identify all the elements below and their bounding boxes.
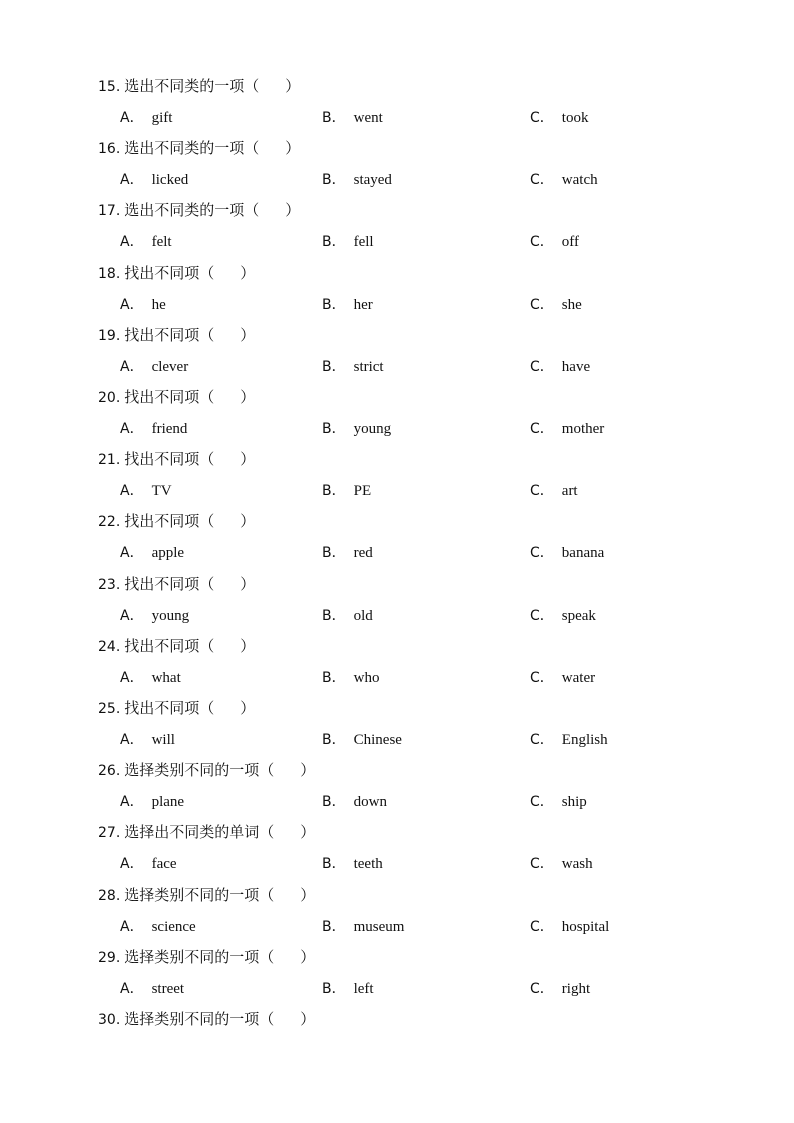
option-word: science [151,918,196,935]
option-letter: C． [530,296,554,313]
option-letter: B． [322,732,346,748]
closing-paren: ） [300,947,316,966]
option-c[interactable] [530,543,604,563]
option-c[interactable] [530,979,590,999]
option-letter: A． [120,856,144,873]
option-word: clever [151,358,189,375]
option-letter: C． [530,669,554,686]
option-c[interactable] [530,854,593,874]
option-letter: A． [120,421,144,437]
question-number: 21. [98,452,121,469]
option-word: he [151,296,166,313]
question-stem [98,449,255,469]
option-letter: B． [322,234,346,251]
question-number: 18. [98,265,121,282]
closing-paren: ） [300,885,316,904]
closing-paren: ） [285,77,301,95]
option-letter: B． [322,421,346,437]
option-letter: A． [120,794,144,811]
option-b[interactable] [322,854,383,874]
question-stem [98,574,255,594]
question-text: 找出不同项（ [124,388,215,406]
option-letter: B． [322,296,346,313]
options-row [120,481,760,501]
closing-paren: ） [300,761,316,780]
option-a[interactable] [120,792,184,812]
option-word: teeth [353,856,383,873]
option-a[interactable] [120,606,189,626]
option-a[interactable] [120,854,177,874]
option-letter: A． [120,669,144,686]
options-row [120,854,760,874]
options-row [120,730,760,750]
question-text: 选择类别不同的一项（ [124,761,275,780]
closing-paren: ） [285,139,301,158]
option-word: watch [561,172,598,189]
option-b[interactable] [322,232,374,252]
question-number: 20. [98,390,121,406]
option-word: off [561,234,580,251]
question-number: 22. [98,514,121,531]
option-letter: B． [322,110,346,126]
options-row [120,792,760,812]
options-row [120,917,760,937]
option-letter: A． [120,234,144,251]
question-text: 找出不同项（ [124,263,215,282]
option-a[interactable] [120,295,166,315]
question-number: 15. [98,79,121,95]
option-c[interactable] [530,730,608,750]
option-word: plane [151,794,185,811]
option-a[interactable] [120,481,172,501]
question-text: 找出不同项（ [124,325,215,344]
option-word: took [561,110,589,126]
option-word: her [353,296,373,313]
option-a[interactable] [120,917,196,937]
option-c[interactable] [530,232,579,252]
option-c[interactable] [530,357,590,377]
option-word: speak [561,607,596,624]
option-letter: C． [530,234,554,251]
option-a[interactable] [120,108,172,128]
option-word: Chinese [353,732,402,748]
question-stem [98,885,315,905]
question-number: 30. [98,1012,121,1028]
option-letter: A． [120,918,144,935]
option-letter: C． [530,421,554,437]
option-a[interactable] [120,232,172,252]
question-number: 16. [98,141,121,158]
question-stem [98,263,255,283]
option-word: wash [561,856,593,873]
option-word: banana [561,545,605,562]
option-letter: C． [530,918,554,935]
option-c[interactable] [530,606,596,626]
question-text: 找出不同项（ [124,574,215,593]
option-c[interactable] [530,170,598,190]
option-b[interactable] [322,481,371,501]
question-text: 找出不同项（ [124,699,215,717]
option-word: friend [151,421,188,437]
option-b[interactable] [322,419,391,439]
question-text: 选出不同类的一项（ [124,139,260,158]
question-number: 19. [98,327,121,344]
question-number: 24. [98,638,121,655]
option-b[interactable] [322,357,384,377]
option-word: left [353,980,374,997]
option-letter: C． [530,794,554,811]
option-c[interactable] [530,668,595,688]
option-word: gift [151,110,173,126]
option-a[interactable] [120,170,188,190]
option-word: red [353,545,373,562]
option-letter: C． [530,607,554,624]
option-word: have [561,358,591,375]
option-word: right [561,980,591,997]
option-letter: C． [530,358,554,375]
closing-paren: ） [300,823,316,842]
option-a[interactable] [120,543,184,563]
option-word: hospital [561,918,610,935]
option-letter: B． [322,358,346,375]
option-a[interactable] [120,419,187,439]
option-letter: B． [322,980,346,997]
question-stem [98,138,300,158]
option-letter: C． [530,732,554,748]
option-b[interactable] [322,792,387,812]
option-letter: B． [322,794,346,811]
option-word: street [151,980,185,997]
question-number: 29. [98,949,121,966]
option-letter: B． [322,483,346,500]
option-letter: A． [120,980,144,997]
option-word: young [151,607,190,624]
option-letter: B． [322,856,346,873]
question-number: 28. [98,887,121,904]
option-word: went [353,110,383,126]
option-letter: A． [120,607,144,624]
question-text: 选出不同类的一项（ [124,77,260,95]
option-word: who [353,669,380,686]
option-b[interactable] [322,917,404,937]
option-word: stayed [353,172,392,189]
question-text: 选择类别不同的一项（ [124,1010,275,1028]
option-letter: C． [530,110,554,126]
option-word: felt [151,234,172,251]
option-b[interactable] [322,979,374,999]
question-stem [98,947,315,967]
option-letter: B． [322,607,346,624]
option-word: what [151,669,181,686]
question-stem [98,325,255,345]
option-letter: A． [120,110,144,126]
option-c[interactable] [530,295,582,315]
question-text: 找出不同项（ [124,512,215,531]
option-letter: C． [530,483,554,500]
option-word: fell [353,234,374,251]
option-a[interactable] [120,730,175,750]
option-letter: A． [120,483,144,500]
options-row [120,232,760,252]
option-word: ship [561,794,587,811]
closing-paren: ） [240,325,256,344]
option-word: English [561,732,608,748]
question-stem [98,1009,315,1029]
options-row [120,419,760,439]
option-word: she [561,296,582,313]
option-word: TV [151,483,172,500]
question-stem [98,511,255,531]
option-word: old [353,607,373,624]
options-row [120,606,760,626]
question-number: 17. [98,203,121,220]
option-b[interactable] [322,606,373,626]
closing-paren: ） [240,574,256,593]
option-word: will [151,732,175,748]
option-word: licked [151,172,189,189]
option-letter: C． [530,545,554,562]
question-number: 25. [98,701,121,717]
option-a[interactable] [120,979,184,999]
option-c[interactable] [530,917,609,937]
option-word: water [561,669,596,686]
options-row [120,170,760,190]
option-b[interactable] [322,170,392,190]
question-number: 23. [98,576,121,593]
question-text: 选择出不同类的单词（ [124,823,275,842]
question-stem [98,76,300,96]
option-word: art [561,483,578,500]
option-letter: C． [530,172,554,189]
question-text: 找出不同项（ [124,636,215,655]
closing-paren: ） [300,1010,316,1028]
option-c[interactable] [530,792,587,812]
option-letter: A． [120,358,144,375]
options-row [120,668,760,688]
option-word: strict [353,358,384,375]
question-stem [98,760,315,780]
option-b[interactable] [322,668,379,688]
option-b[interactable] [322,730,402,750]
option-letter: A． [120,296,144,313]
option-word: PE [353,483,372,500]
option-a[interactable] [120,357,188,377]
option-letter: C． [530,980,554,997]
question-text: 选择类别不同的一项（ [124,947,275,966]
option-word: mother [561,421,605,437]
question-number: 26. [98,763,121,780]
question-stem [98,387,255,407]
question-text: 找出不同项（ [124,450,215,469]
option-b[interactable] [322,108,383,128]
option-c[interactable] [530,481,578,501]
options-row [120,108,760,128]
question-stem [98,200,300,220]
option-letter: B． [322,669,346,686]
question-text: 选出不同类的一项（ [124,201,260,220]
option-word: apple [151,545,185,562]
question-stem [98,822,315,842]
option-word: face [151,856,177,873]
option-letter: B． [322,545,346,562]
option-letter: B． [322,918,346,935]
question-stem [98,636,255,656]
question-text: 选择类别不同的一项（ [124,885,275,904]
option-letter: A． [120,172,144,189]
options-row [120,357,760,377]
option-word: young [353,421,392,437]
options-row [120,543,760,563]
option-letter: A． [120,732,144,748]
option-letter: C． [530,856,554,873]
option-a[interactable] [120,668,181,688]
option-c[interactable] [530,108,588,128]
closing-paren: ） [240,636,256,655]
option-letter: A． [120,545,144,562]
options-row [120,295,760,315]
option-b[interactable] [322,295,373,315]
options-row [120,979,760,999]
question-number: 27. [98,825,121,842]
closing-paren: ） [240,512,256,531]
closing-paren: ） [240,450,256,469]
closing-paren: ） [285,201,301,220]
closing-paren: ） [240,263,256,282]
option-c[interactable] [530,419,604,439]
option-word: down [353,794,387,811]
option-letter: B． [322,172,346,189]
closing-paren: ） [240,699,256,717]
option-word: museum [353,918,405,935]
option-b[interactable] [322,543,373,563]
closing-paren: ） [240,388,256,406]
question-stem [98,698,255,718]
